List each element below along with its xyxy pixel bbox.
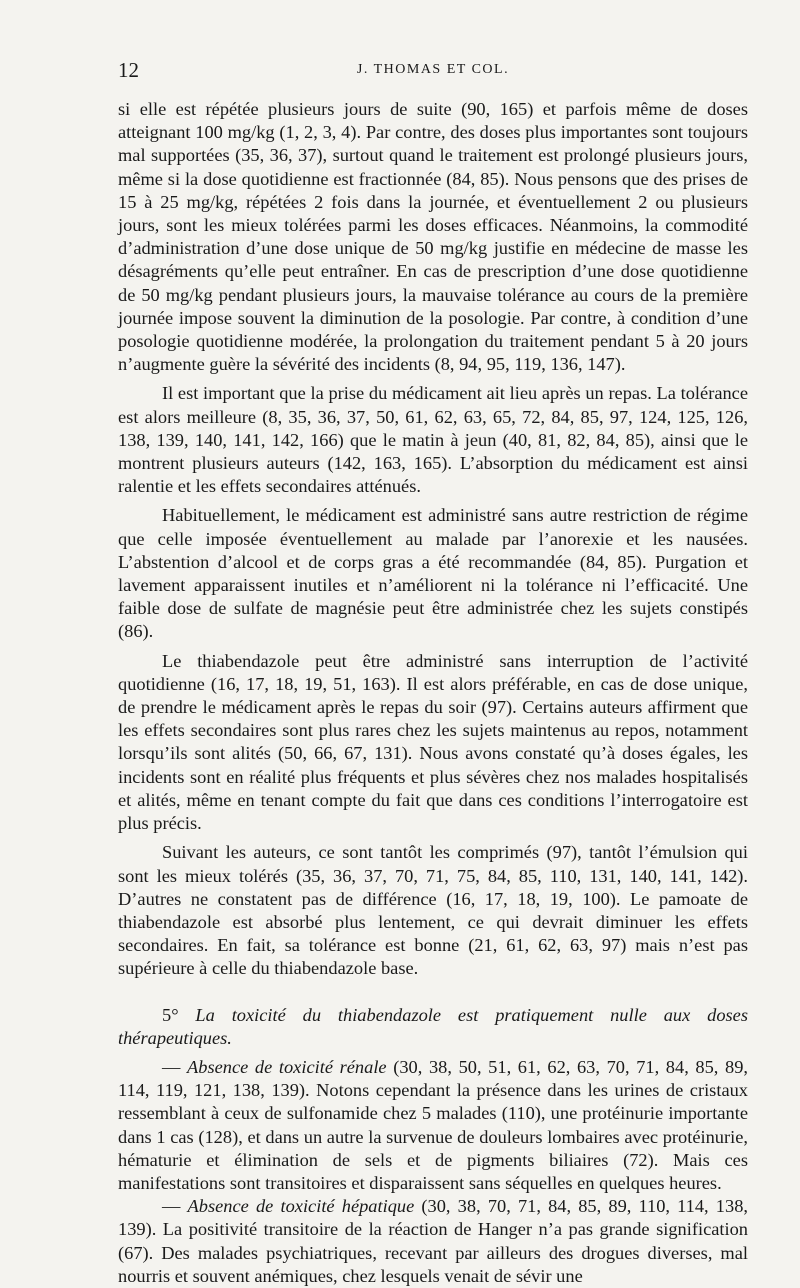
- subsection-text: (30, 38, 50, 51, 61, 62, 63, 70, 71, 84, 85, 89, 114, 119, 121, 138, 139). Notons cependant la présence dans les urines de cristaux ressemblant à ceux de sulfonamide chez 5 malades (110), une protéinurie importante dans 1 cas (128), et dans un autre la survenue de douleurs lombaires avec protéinurie, hématurie et élimination de sels et de pigments biliaires (72). Mais ces manifestations sont transitoires et disparaissent sans séquelles en quelques heures.: [118, 1056, 748, 1193]
- subsection-paragraph: [118, 1195, 748, 1288]
- subsection-title: Absence de toxicité rénale: [187, 1056, 387, 1077]
- section-number: 5°: [162, 1004, 179, 1025]
- subsection-title: Absence de toxicité hépatique: [187, 1196, 415, 1217]
- paragraph: Il est important que la prise du médicament ait lieu après un repas. La tolérance est alors meilleure (8, 35, 36, 37, 50, 61, 62, 63, 65, 72, 84, 85, 97, 124, 125, 126, 138, 139, 140, 141, 142, 166) que le matin à jeun (40, 81, 82, 84, 85), ainsi que le montrent plusieurs auteurs (142, 163, 165). L’absorption du médicament est ainsi ralentie et les effets secondaires atténués.: [118, 383, 748, 497]
- subsection-text: (30, 38, 70, 71, 84, 85, 89, 110, 114, 138, 139). La positivité transitoire de la réaction de Hanger n’a pas grande signification (67). Des malades psychiatriques, recevant par ailleurs des drogues diverses, mal nourris et souvent anémiques, chez lesquels venait de sévir une: [118, 1196, 748, 1286]
- section-title: La toxicité du thiabendazole est pratiquement nulle aux doses thérapeutiques.: [118, 1004, 748, 1048]
- paragraph: Le thiabendazole peut être administré sans interruption de l’activité quotidienne (16, 17, 18, 19, 51, 163). Il est alors préférable, en cas de dose unique, de prendre le médicament après le repas du soir (97). Certains auteurs affirment que les effets secondaires sont plus rares chez les sujets maintenus au repos, notamment lorsqu’ils sont alités (50, 66, 67, 131). Nous avons constaté qu’à doses égales, les incidents sont en réalité plus fréquents et plus sévères chez nos malades hospitalisés et alités, même en tenant compte du fait que dans ces conditions l’interrogatoire est plus précis.: [118, 650, 748, 834]
- running-header: [118, 58, 748, 84]
- running-title: J. THOMAS ET COL.: [356, 62, 510, 77]
- subsection-dash: —: [162, 1056, 181, 1077]
- paragraph: Suivant les auteurs, ce sont tantôt les comprimés (97), tantôt l’émulsion qui sont les mieux tolérés (35, 36, 37, 70, 71, 75, 84, 85, 110, 131, 140, 141, 142). D’autres ne constatent pas de différence (16, 17, 18, 19, 100). Le pamoate de thiabendazole est absorbé plus lentement, ce qui devrait diminuer les effets secondaires. En fait, sa tolérance est bonne (21, 61, 62, 63, 97) mais n’est pas supérieure à celle du thiabendazole base.: [118, 842, 748, 979]
- page-number: 12: [118, 58, 139, 82]
- subsection-dash: —: [162, 1196, 181, 1217]
- paragraph: Habituellement, le médicament est administré sans autre restriction de régime que celle imposée éventuellement au malade par l’anorexie et les nausées. L’abstention d’alcool et de corps gras a été recommandée (84, 85). Purgation et lavement apparaissent inutiles et n’améliorent ni la tolérance ni l’efficacité. Une faible dose de sulfate de magnésie peut être administrée chez les sujets constipés (86).: [118, 505, 748, 642]
- body-text: [118, 98, 748, 1288]
- subsection-paragraph: [118, 1056, 748, 1195]
- paragraph: si elle est répétée plusieurs jours de suite (90, 165) et parfois même de doses atteignant 100 mg/kg (1, 2, 3, 4). Par contre, des doses plus importantes sont toujours mal supportées (35, 36, 37), surtout quand le traitement est prolongé plusieurs jours, même si la dose quotidienne est fractionnée (84, 85). Nous pensons que des prises de 15 à 25 mg/kg, répétées 2 fois dans la journée, et éventuellement 2 ou plusieurs jours, sont les mieux tolérées parmi les doses efficaces. Néanmoins, la commodité d’administration d’une dose unique de 50 mg/kg justifie en médecine de masse les désagréments qu’elle peut entraîner. En cas de prescription d’une dose quotidienne de 50 mg/kg pendant plusieurs jours, la mauvaise tolérance au cours de la première journée impose souvent la diminution de la posologie. Par contre, à condition d’une posologie quotidienne modérée, la prolongation du traitement pendant 5 à 20 jours n’augmente guère la sévérité des incidents (8, 94, 95, 119, 136, 147).: [118, 99, 748, 375]
- section-heading: [118, 1004, 748, 1050]
